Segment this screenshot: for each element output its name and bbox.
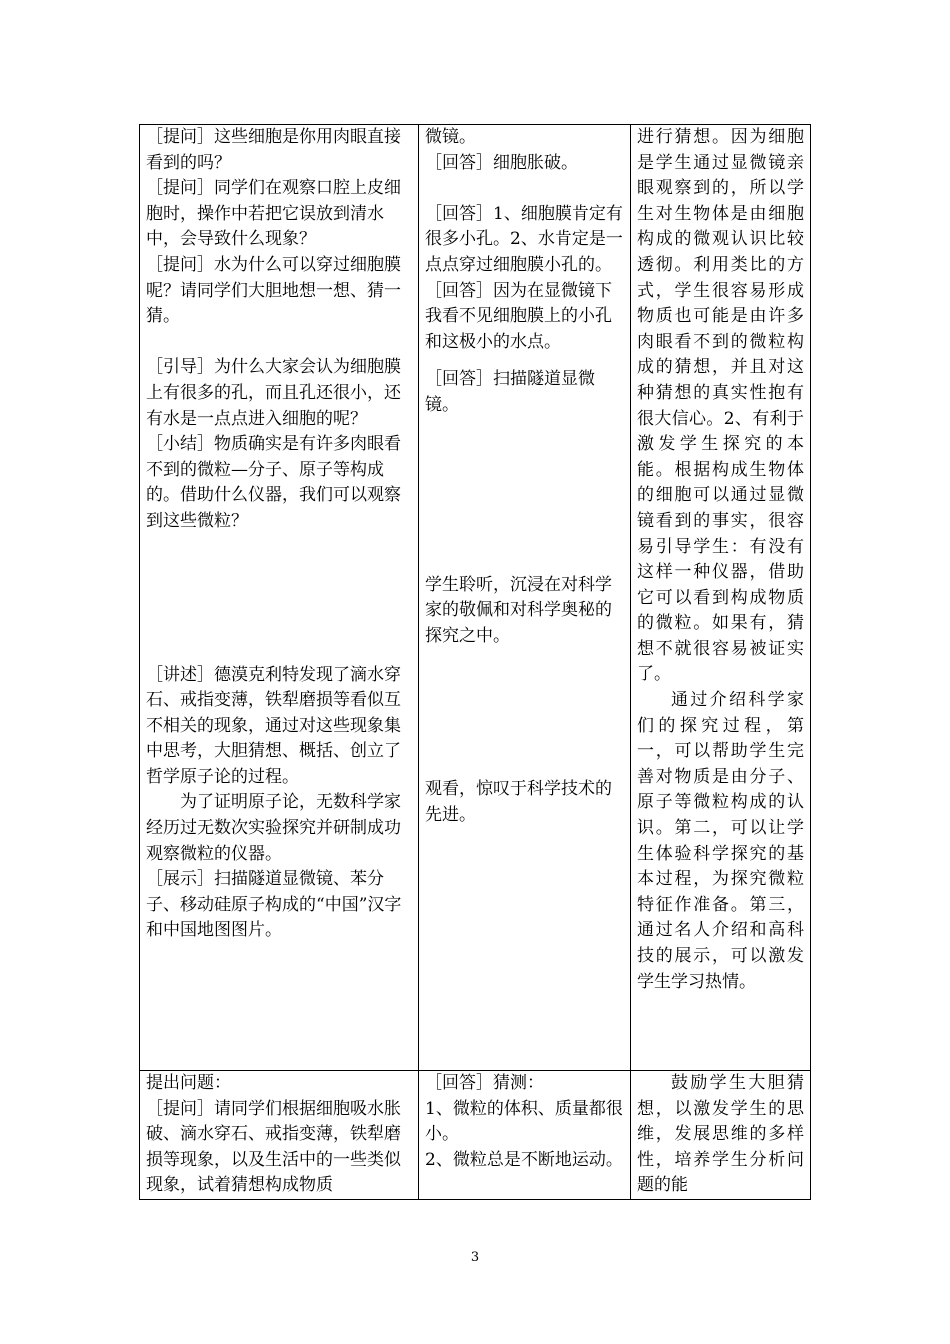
listen-text: 学生聆听，沉浸在对科学家的敬佩和对科学奥秘的探究之中。 [425,574,612,646]
answer-text: ［回答］扫描隧道显微镜。 [425,369,595,415]
intent-text: 进行猜想。因为细胞是学生通过显微镜亲眼观察到的，所以学生对生物体是由细胞构成的微观认识比较透彻。利用类比的方式，学生很容易形成物质也可能是由许多肉眼看不到的微粒构成的猜想，并且对这种猜想的真实性抱有很大信心。2、有利于激发学生探究的本能。根据构成生物体的细胞可以通过显微镜看到的事实，很容易引导学生：有没有这样一种仪器，借助它可以看到构成物质的微粒。如果有，猜想不就很容易被证实了。 [637,127,804,685]
spacer [425,176,624,202]
spacer [146,535,412,663]
section-title: 提出问题： [146,1073,231,1093]
spacer [425,649,624,777]
watch-text: 观看，惊叹于科学技术的先进。 [425,779,612,825]
question-text: ［提问］同学们在观察口腔上皮细胞时，操作中若把它误放到清水中，会导致什么现象？ [146,178,401,250]
design-intent-cell [631,1071,811,1200]
student-activity-cell [419,1071,631,1200]
answer-text: 微镜。 [425,127,476,147]
page-number: 3 [470,1250,480,1265]
student-activity-cell [419,125,631,1071]
answer-text: ［回答］细胞胀破。 [425,152,578,173]
question-text: ［提问］这些细胞是你用肉眼直接看到的吗？ [146,127,401,173]
question-text: ［提问］请同学们根据细胞吸水胀破、滴水穿石、戒指变薄，铁犁磨损等现象，以及生活中的一些类似现象，试着猜想构成物质 [146,1098,401,1196]
question-text: ［提问］水为什么可以穿过细胞膜呢？请同学们大胆地想一想、猜一猜。 [146,254,401,327]
spacer [425,419,624,573]
answer-text: ［回答］猜测： [425,1073,544,1093]
guess-text: 1、微粒的体积、质量都很小。 [425,1098,623,1145]
table-row [140,1071,811,1200]
teacher-activity-cell [140,1071,419,1200]
table-row [140,125,811,1071]
intent-text: 鼓励学生大胆猜想，以激发学生的思维，发展思维的多样性，培养学生分析问题的能 [637,1073,804,1196]
show-text: ［展示］扫描隧道显微镜、苯分子、移动硅原子构成的“中国”汉字和中国地图图片。 [146,869,402,941]
design-intent-cell [631,125,811,1071]
answer-text: ［回答］1、细胞膜肯定有很多小孔。2、水肯定是一点点穿过细胞膜小孔的。 [425,203,623,275]
answer-text: ［回答］因为在显微镜下我看不见细胞膜上的小孔和这极小的水点。 [425,280,612,352]
lecture-text: 为了证明原子论，无数科学家经历过无数次实验探究并研制成功观察微粒的仪器。 [146,792,401,864]
spacer [146,330,412,356]
lecture-text: ［讲述］德漠克利特发现了滴水穿石、戒指变薄，铁犁磨损等看似互不相关的现象，通过对这些现象集中思考，大胆猜想、概括、创立了哲学原子论的过程。 [146,664,401,787]
guess-text: 2、微粒总是不断地运动。 [425,1149,623,1170]
guide-text: ［引导］为什么大家会认为细胞膜上有很多的孔，而且孔还很小，还有水是一点点进入细胞的呢？ [146,357,401,429]
lesson-plan-table [139,124,811,1200]
spacer [425,355,624,367]
summary-text: ［小结］物质确实是有许多肉眼看不到的微粒—分子、原子等构成的。借助什么仪器，我们可以观察到这些微粒？ [146,434,401,531]
teacher-activity-cell [140,125,419,1071]
intent-text: 通过介绍科学家们的探究过程，第一，可以帮助学生完善对物质是由分子、原子等微粒构成的认识。第二，可以让学生体验科学探究的基本过程，为探究微粒特征作准备。第三，通过名人介绍和高科技的展示，可以激发学生学习热情。 [637,690,804,992]
